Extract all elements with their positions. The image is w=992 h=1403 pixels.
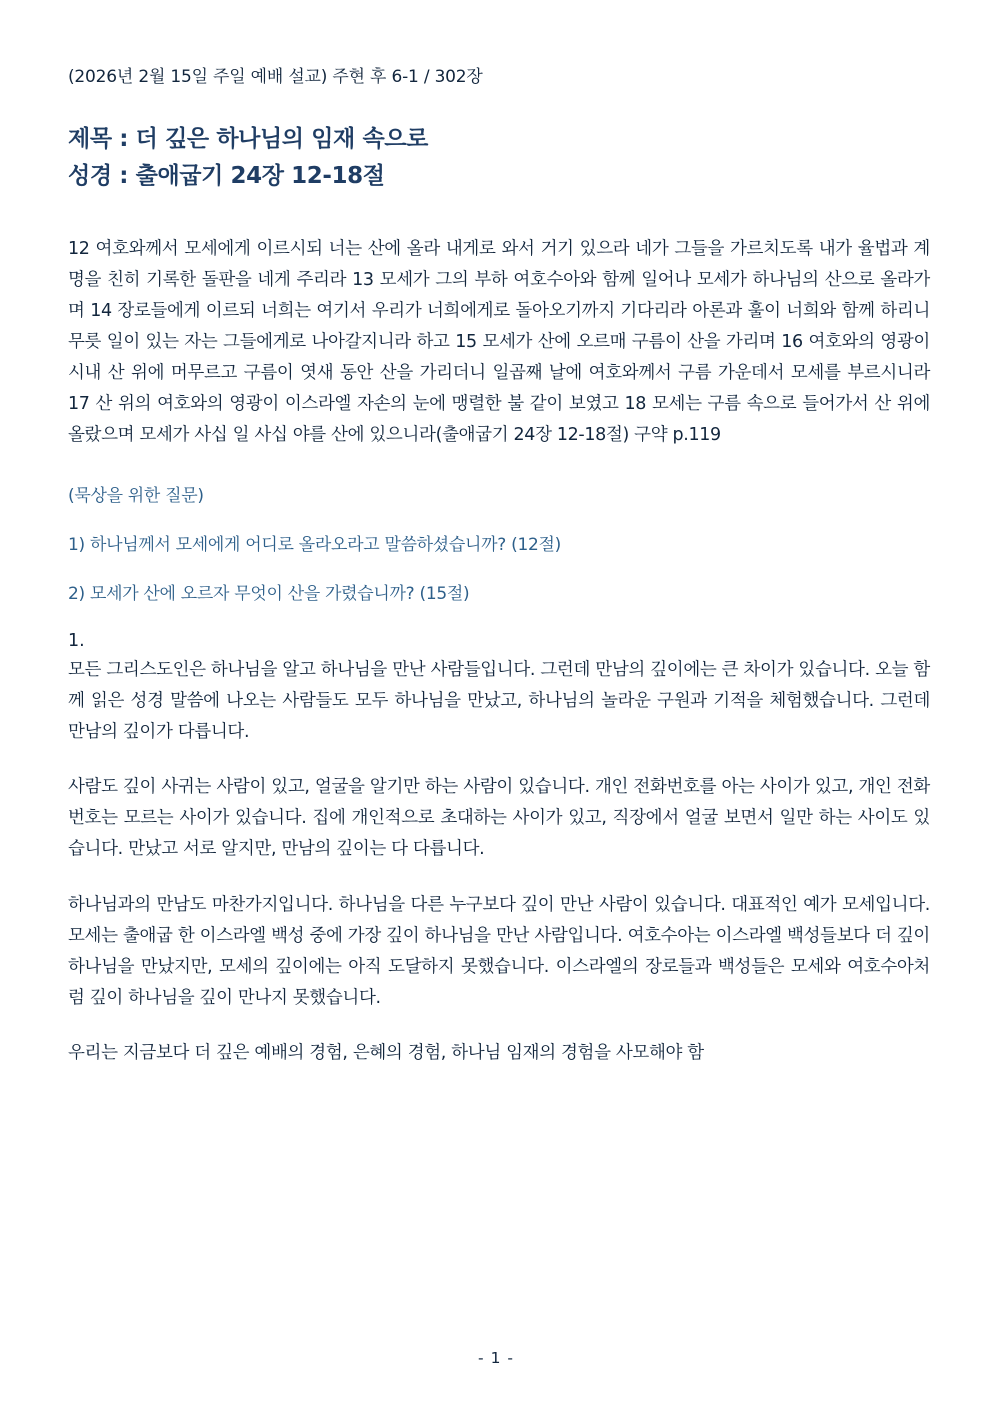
meditation-heading: (묵상을 위한 질문) [68, 486, 204, 507]
document-content [68, 62, 930, 1093]
scripture-reference: (출애굽기 24장 12-18절) 구약 p.119 [435, 425, 721, 446]
page-number: - 1 - [478, 1349, 514, 1367]
document-header-line: (2026년 2월 15일 주일 예배 설교) 주현 후 6-1 / 302장 [68, 67, 483, 87]
meditation-question-1: 1) 하나님께서 모세에게 어디로 올라오라고 말씀하셨습니까? (12절) [68, 535, 561, 556]
scripture-text: 12 여호와께서 모세에게 이르시되 너는 산에 올라 내게로 와서 거기 있으라 네가 그들을 가르치도록 내가 율법과 계명을 친히 기록한 돌판을 네게 주리라 13 모세가 그의 부하 여호수아와 함께 일어나 모세가 하나님의 산으로 올라가며 14 장로들에게 이르되 너희는 여기서 우리가 너희에게로 돌아오기까지 기다리라 아론과 훌이 너희와 함께 하리니 무릇 일이 있는 자는 그들에게로 나아갈지니라 하고 15 모세가 산에 오르매 구름이 산을 가리며 16 여호와의 영광이 시내 산 위에 머무르고 구름이 엿새 동안 산을 가리더니 일곱째 날에 여호와께서 구름 가운데서 모세를 부르시니라 17 산 위의 여호와의 영광이 이스라엘 자손의 눈에 맹렬한 불 같이 보였고 18 모세는 구름 속으로 들어가서 산 위에 올랐으며 모세가 사십 일 사십 야를 산에 있으니라 [68, 238, 930, 446]
scripture-passage [68, 234, 930, 452]
title-block [68, 121, 930, 196]
sermon-scripture-line: 성경 : 출애굽기 24장 12-18절 [68, 163, 385, 190]
body-paragraph-2: 사람도 깊이 사귀는 사람이 있고, 얼굴을 알기만 하는 사람이 있습니다. 개인 전화번호를 아는 사이가 있고, 개인 전화번호는 모르는 사이가 있습니다. 집에 개인적으로 초대하는 사이가 있고, 직장에서 얼굴 보면서 일만 하는 사이도 있습니다. 만났고 서로 알지만, 만남의 깊이는 다 다릅니다. [68, 777, 930, 860]
body-paragraph-3: 하나님과의 만남도 마찬가지입니다. 하나님을 다른 누구보다 깊이 만난 사람이 있습니다. 대표적인 예가 모세입니다. 모세는 출애굽 한 이스라엘 백성 중에 가장 깊이 하나님을 만난 사람입니다. 여호수아는 이스라엘 백성들보다 더 깊이 하나님을 만났지만, 모세의 깊이에는 아직 도달하지 못했습니다. 이스라엘의 장로들과 백성들은 모세와 여호수아처럼 깊이 하나님을 깊이 만나지 못했습니다. [68, 894, 930, 1008]
sermon-title-line: 제목 : 더 깊은 하나님의 임재 속으로 [68, 126, 428, 152]
body-paragraph-4: 우리는 지금보다 더 깊은 예배의 경험, 은혜의 경험, 하나님 임재의 경험을 사모해야 함 [68, 1043, 704, 1064]
body-paragraph-1: 모든 그리스도인은 하나님을 알고 하나님을 만난 사람들입니다. 그런데 만남의 깊이에는 큰 차이가 있습니다. 오늘 함께 읽은 성경 말씀에 나오는 사람들도 모두 하나님을 만났고, 하나님의 놀라운 구원과 기적을 체험했습니다. 그런데 만남의 깊이가 다릅니다. [68, 659, 930, 743]
meditation-question-2: 2) 모세가 산에 오르자 무엇이 산을 가렸습니까? (15절) [68, 584, 470, 605]
section-number: 1. [68, 631, 85, 652]
